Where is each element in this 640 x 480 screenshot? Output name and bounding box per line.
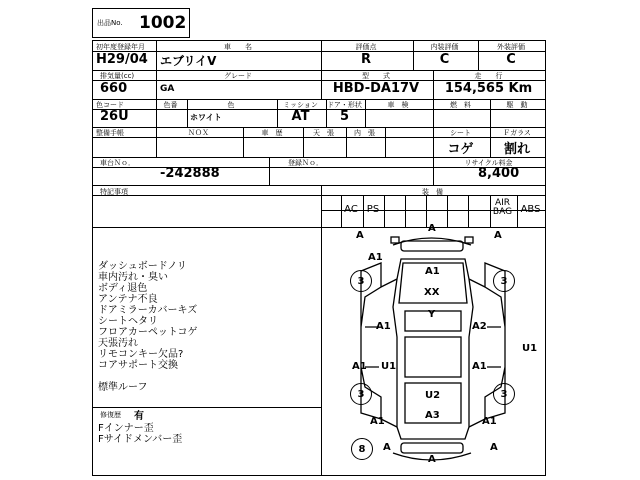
note-item: ドアミラーカバーキズ	[98, 305, 198, 316]
note-item: フロアカーペットコゲ	[98, 327, 198, 338]
history-label: 車 歴	[261, 129, 283, 137]
mission-value: AT	[291, 109, 310, 124]
mark-rear-right: A1	[482, 416, 497, 427]
color-number-label: 色番	[163, 101, 178, 109]
maintenance-manual-label: 整備手帳	[96, 129, 124, 137]
chassis-label: 車台Ｎｏ．	[100, 159, 135, 167]
interior-trim-label: 内 張	[354, 129, 375, 137]
registration-label: 初年度登録年月	[96, 43, 145, 51]
tire-front-right: 3	[493, 270, 515, 292]
mark-front-left: A	[356, 230, 364, 241]
interior-score-label: 内装評価	[430, 43, 459, 51]
color-code-value: 26U	[100, 109, 129, 124]
repair-item: Fサイドメンバー歪	[98, 434, 183, 445]
repair-history-value: 有	[134, 411, 144, 422]
chassis-value: -242888	[160, 166, 220, 181]
exterior-score-label: 外装評価	[497, 43, 525, 51]
registration-number-label: 登録Ｎｏ．	[288, 159, 323, 167]
score-label: 評価点	[355, 43, 377, 51]
model-label: 型 式	[362, 72, 390, 80]
score-value: R	[360, 52, 371, 67]
mark-front-door-right: A2	[472, 321, 487, 332]
note-item: 天張汚れ	[98, 338, 138, 349]
equipment-header: 装 備	[422, 188, 443, 196]
car-name-value: エブリイV	[160, 54, 217, 68]
mission-label: ミッション	[283, 101, 318, 109]
note-item: 標準ルーフ	[98, 382, 148, 393]
tire-front-left: 3	[350, 270, 372, 292]
note-item: コアサポート交換	[98, 360, 178, 371]
mark-hood: A1	[425, 266, 440, 277]
mark-fender-left: A1	[368, 252, 383, 263]
mark-rear-left: A1	[370, 416, 385, 427]
interior-score-value: C	[439, 52, 450, 67]
equipment-airbag: AIR BAG	[492, 198, 513, 217]
mark-rear-door-left: A1	[352, 361, 367, 372]
registration-value: H29/04	[96, 52, 148, 67]
glass-label: Ｆガラス	[503, 129, 531, 137]
mark-rear-door-right: A1	[472, 361, 487, 372]
mileage-label: 走 行	[474, 72, 503, 80]
roof-lining-label: 天 張	[313, 129, 334, 137]
tire-spare: 8	[351, 438, 373, 460]
displacement-value: 660	[100, 81, 128, 96]
note-item: シートヘタリ	[98, 316, 158, 327]
exterior-score-value: C	[506, 52, 516, 67]
seat-label: シート	[450, 129, 471, 137]
mark-front-right: A	[494, 230, 502, 241]
mark-tailgate: U2	[425, 390, 441, 401]
drive-label: 駆 動	[506, 101, 528, 109]
mark-bumper-rear: A	[428, 454, 436, 465]
color-label: 色	[227, 101, 235, 109]
recycle-fee-value: 8,400	[478, 166, 520, 181]
color-value: ホワイト	[190, 113, 222, 122]
note-item: アンテナ不良	[98, 294, 158, 305]
fuel-label: 燃 料	[450, 101, 471, 109]
seat-value: コゲ	[447, 142, 474, 157]
repair-item: Fインナー歪	[98, 423, 154, 434]
equipment-ac: AC	[344, 204, 358, 215]
door-label: ドア・形状	[327, 101, 362, 109]
lot-number-label: 出品No.	[97, 19, 123, 27]
repair-history-label: 修復歴	[100, 411, 121, 419]
glass-value: 割れ	[503, 142, 530, 157]
mark-front-door-left: A1	[376, 321, 391, 332]
door-value: 5	[339, 109, 350, 124]
mileage-value: 154,565 Km	[444, 81, 533, 96]
mark-rear-panel: A3	[425, 410, 440, 421]
color-code-label: 色コード	[96, 101, 124, 109]
mark-front: A	[428, 223, 436, 234]
lot-number-value: 1002	[139, 13, 187, 33]
note-item: 車内汚れ・臭い	[98, 272, 168, 283]
note-item: ボディ退色	[98, 283, 148, 294]
notes-header: 特記事項	[100, 188, 128, 196]
mark-rear-door-left-2: U1	[381, 361, 397, 372]
grade-label: グレード	[224, 72, 252, 80]
lot-number-box	[92, 8, 190, 38]
equipment-ps: PS	[366, 204, 380, 215]
inspection-label: 車 検	[387, 101, 409, 109]
tire-rear-right: 3	[493, 383, 515, 405]
car-diagram	[321, 227, 545, 475]
mark-bumper-rear-left: A	[383, 442, 391, 453]
mark-roof: Y	[428, 309, 436, 320]
tire-rear-left: 3	[350, 383, 372, 405]
car-name-label: 車 名	[224, 43, 252, 51]
mark-bumper-rear-right: A	[490, 442, 498, 453]
equipment-abs: ABS	[520, 204, 541, 215]
note-item: ダッシュボードノリ	[98, 261, 187, 272]
recycle-fee-label: リサイクル料金	[464, 159, 513, 167]
nox-label: ＮＯＸ	[188, 129, 209, 137]
model-value: HBD-DA17V	[332, 81, 420, 96]
displacement-label: 排気量(cc)	[100, 72, 135, 80]
grade-value: GA	[160, 84, 175, 94]
mark-hood-2: XX	[424, 287, 440, 298]
note-item: リモコンキー欠品?	[98, 349, 184, 360]
mark-side-right: U1	[522, 343, 538, 354]
